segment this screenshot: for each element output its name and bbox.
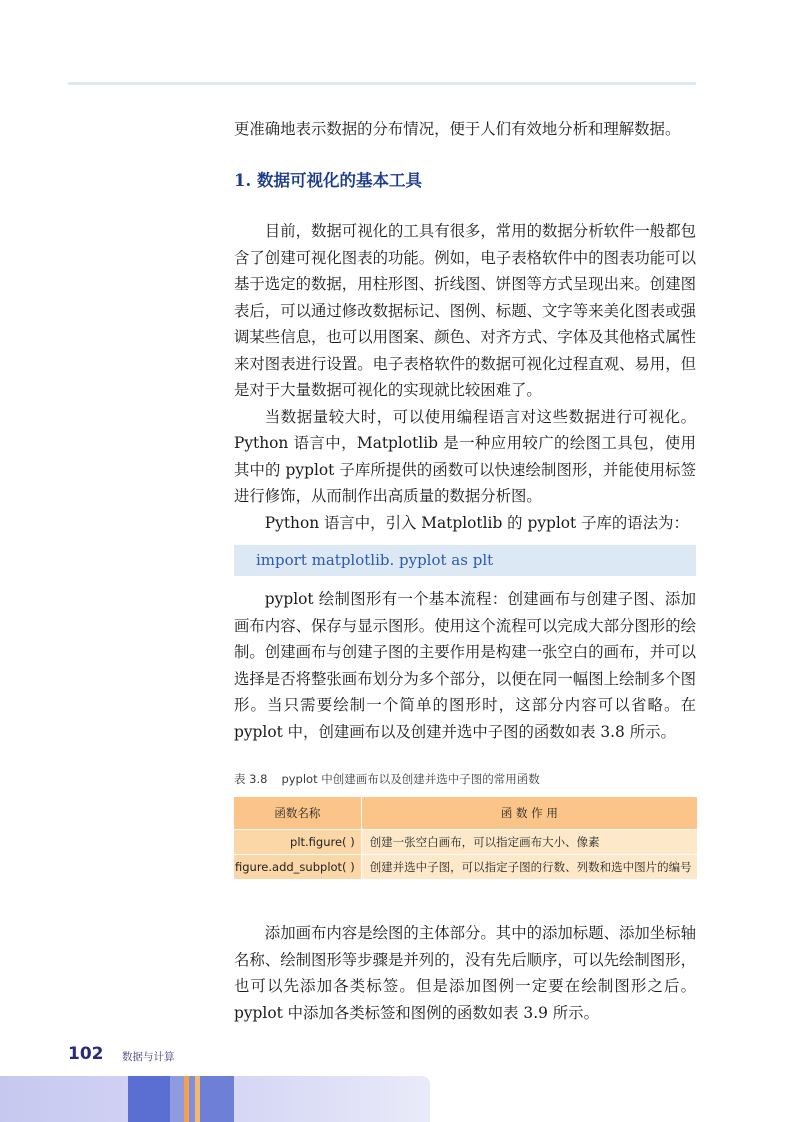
table-row xyxy=(234,830,697,855)
function-name-cell: figure.add_subplot( ) xyxy=(234,855,361,880)
table-row xyxy=(234,855,697,880)
paragraph-python-matplotlib: 当数据量较大时，可以使用编程语言对这些数据进行可视化。Python 语言中，Matplotlib 是一种应用较广的绘图工具包，使用其中的 pyplot 子库所提供的函数可以快速绘制图形，并能使用标签进行修饰，从而制作出高质量的数据分析图。 xyxy=(234,407,696,505)
table-caption xyxy=(234,771,696,787)
top-rule xyxy=(68,82,696,85)
header-function-name: 函数名称 xyxy=(234,797,361,830)
code-line: import matplotlib. pyplot as plt xyxy=(256,551,494,569)
code-block xyxy=(234,545,696,576)
page-body xyxy=(234,116,696,1026)
header-function-purpose: 函 数 作 用 xyxy=(361,797,697,830)
function-desc-cell: 创建一张空白画布，可以指定画布大小、像素 xyxy=(361,830,697,855)
function-desc-cell: 创建并选中子图，可以指定子图的行数、列数和选中图片的编号 xyxy=(361,855,697,880)
footer-stripe xyxy=(170,1076,184,1122)
function-name-cell: plt.figure( ) xyxy=(234,830,361,855)
page-number: 102 xyxy=(68,1044,104,1064)
table-title: pyplot 中创建画布以及创建并选中子图的常用函数 xyxy=(281,772,540,786)
function-table xyxy=(234,797,697,880)
intro-line: 更准确地表示数据的分布情况，便于人们有效地分析和理解数据。 xyxy=(234,120,681,138)
section-heading: 1. 数据可视化的基本工具 xyxy=(234,171,422,190)
table-number: 表 3.8 xyxy=(234,772,268,786)
paragraph-pyplot-workflow: pyplot 绘制图形有一个基本流程：创建画布与创建子图、添加画布内容、保存与显示图形。使用这个流程可以完成大部分图形的绘制。创建画布与创建子图的主要作用是构建一张空白的画布，并可以选择是否将整张画布划分为多个部分，以便在同一幅图上绘制多个图形。当只需要绘制一个简单的图形时，这部分内容可以省略。在 pyplot 中，创建画布以及创建并选中子图的函数如表 3.8 所示。 xyxy=(234,590,696,741)
table-header-row xyxy=(234,797,697,830)
paragraph-adding-content: 添加画布内容是绘图的主体部分。其中的添加标题、添加坐标轴名称、绘制图形等步骤是并列的，没有先后顺序，可以先绘制图形，也可以先添加各类标签。但是添加图例一定要在绘制图形之后。pyplot 中添加各类标签和图例的函数如表 3.9 所示。 xyxy=(234,924,696,1022)
footer-stripe xyxy=(200,1076,234,1122)
paragraph-import-syntax: Python 语言中，引入 Matplotlib 的 pyplot 子库的语法为： xyxy=(264,513,689,532)
footer-stripe xyxy=(128,1076,170,1122)
book-title: 数据与计算 xyxy=(122,1051,175,1063)
paragraph-tools-overview: 目前，数据可视化的工具有很多，常用的数据分析软件一般都包含了创建可视化图表的功能。例如，电子表格软件中的图表功能可以基于选定的数据，用柱形图、折线图、饼图等方式呈现出来。创建图表后，可以通过修改数据标记、图例、标题、文字等来美化图表或强调某些信息，也可以用图案、颜色、对齐方式、字体及其他格式属性来对图表进行设置。电子表格软件的数据可视化过程直观、易用，但是对于大量数据可视化的实现就比较困难了。 xyxy=(234,222,696,399)
